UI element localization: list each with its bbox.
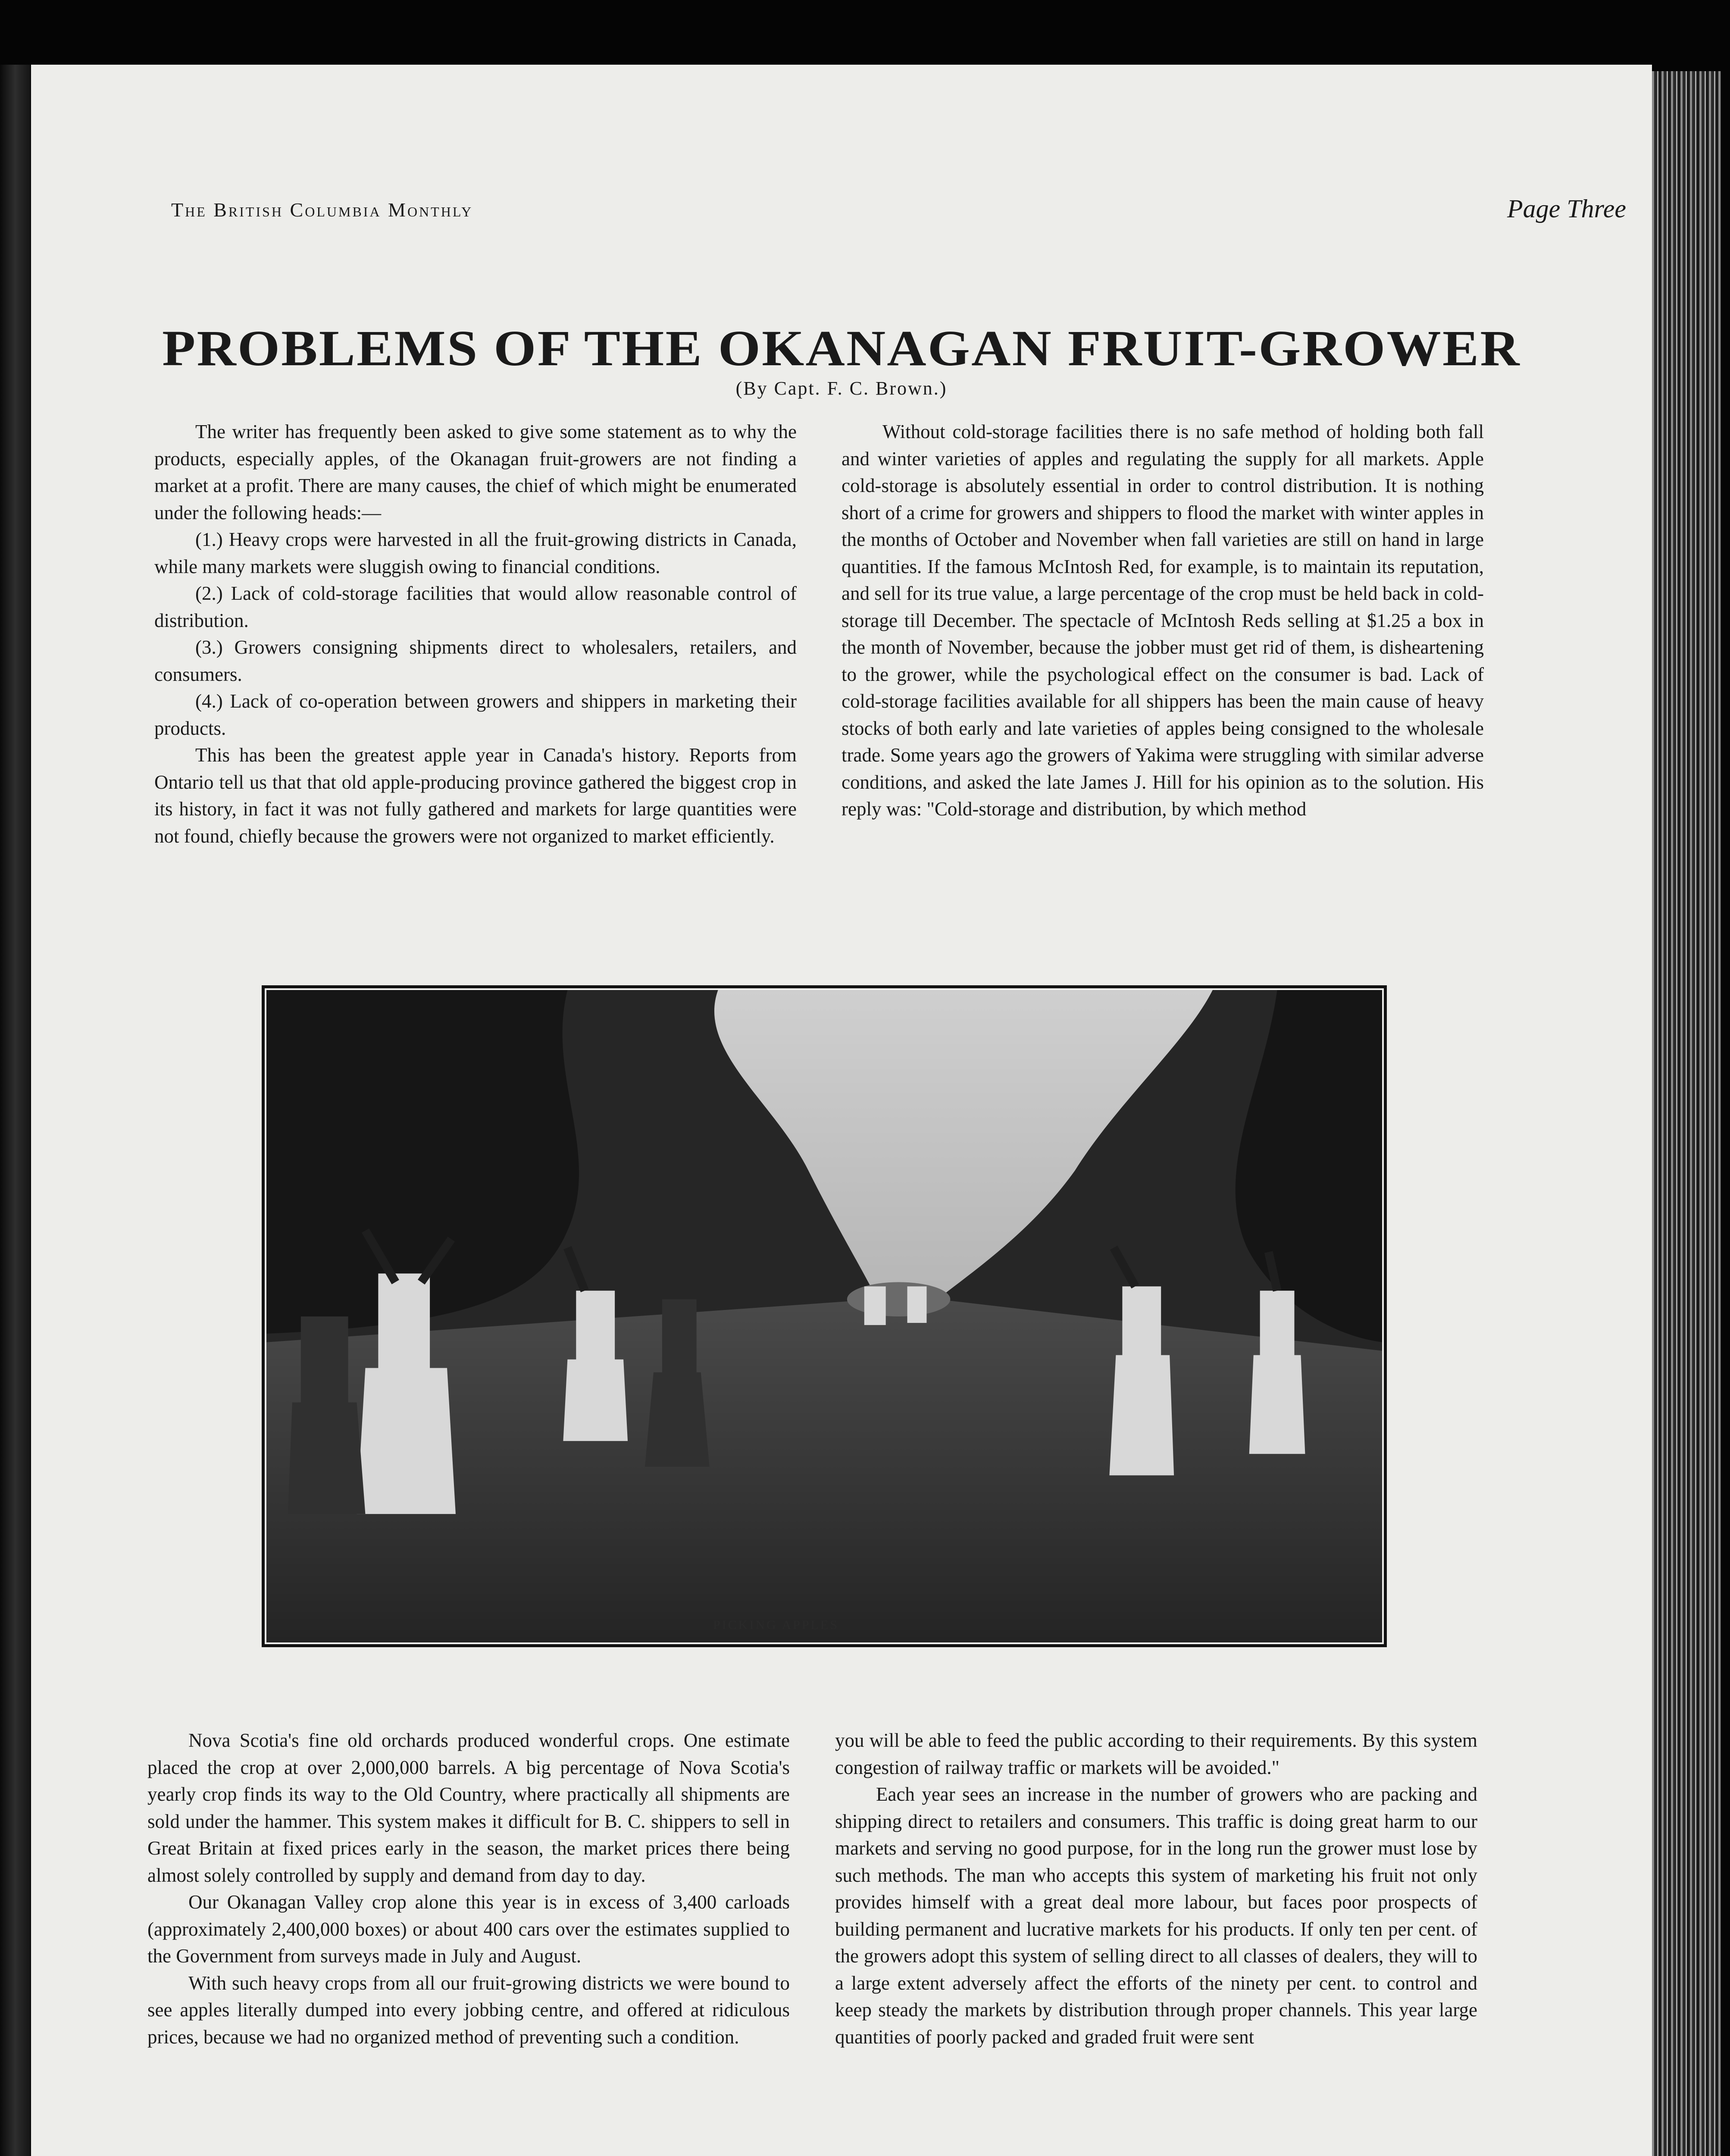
paragraph: Without cold-storage facilities there is no safe method of holding both fall and winter varieties of apples and regulating the supply for all markets. Apple cold-storage is absolutely essential in order to control distribution. It is nothing short of a crime for growers and shippers to flood the market with winter apples in the months of October and November when fall varieties are still on hand in large quantities. If the famous McIntosh Red, for example, is to maintain its reputation, and sell for its true value, a large percentage of the crop must be held back in cold-storage till December. The spectacle of McIntosh Reds selling at $1.25 a box in the month of November, because the jobber must get rid of them, is disheartening to the grower, while the psychological effect on the consumer is bad. Lack of cold-storage facilities available for all shippers has been the main cause of heavy stocks of both early and late varieties of apples being consigned to the wholesale trade. Some years ago the growers of Yakima were struggling with similar adverse conditions, and asked the late James J. Hill for his opinion as to the solution. His reply was: "Cold-storage and distribution, by which method [842,421,1484,820]
article-title: PROBLEMS OF THE OKANAGAN FRUIT-GROWER [162,320,1521,376]
paragraph: Our Okanagan Valley crop alone this year is in excess of 3,400 carloads (approximately 2,400,000 boxes) or about 400 cars over the estimates supplied to the Government from surveys made in July and August. [147,1891,790,1967]
paragraph: (1.) Heavy crops were harvested in all the fruit-growing districts in Canada, while many markets were sluggish owing to financial conditions. [154,529,797,577]
paragraph: (2.) Lack of cold-storage facilities that would allow reasonable control of distribution. [154,583,797,631]
paragraph: With such heavy crops from all our fruit-growing districts we were bound to see apples literally dumped into every jobbing centre, and offered at ridiculous prices, because we had no organized method of preventing such a condition. [147,1972,790,2048]
magazine-page [31,65,1652,2156]
paragraph: The writer has frequently been asked to give some statement as to why the products, especially apples, of the Okanagan fruit-growers are not finding a market at a profit. There are many causes, the chief of which might be enumerated under the following heads:— [154,421,797,523]
paragraph: (3.) Growers consigning shipments direct to wholesalers, retailers, and consumers. [154,636,797,685]
bottom-left-column [147,1727,790,2050]
top-left-column [154,418,797,849]
page-number: Page Three [1507,194,1626,223]
paragraph: Each year sees an increase in the number of growers who are packing and shipping direct to retailers and consumers. This traffic is doing great harm to our markets and serving no good purpose, for in the long run the grower must lose by such methods. The man who accepts this system of marketing his fruit not only provides himself with a great deal more labour, but faces poor prospects of building permanent and lucrative markets for his products. If only ten per cent. of the growers adopt this system of selling direct to all classes of dealers, they will to a large extent adversely affect the efforts of the ninety per cent. to control and keep steady the markets by distribution through proper channels. This year large quantities of poorly packed and graded fruit were sent [835,1783,1477,2048]
article-byline: (By Capt. F. C. Brown.) [735,378,948,399]
page-stack-edge-right [1652,71,1721,2156]
orchard-photograph [262,985,1387,1647]
running-title: The British Columbia Monthly [171,199,473,221]
top-right-column [842,418,1484,823]
photo-caption: PICKING APPLES [713,1618,839,1632]
paragraph: This has been the greatest apple year in Canada's history. Reports from Ontario tell us that that old apple-producing province gathered the biggest crop in its history, in fact it was not fully gathered and markets for large quantities were not found, chiefly because the growers were not organized to market efficiently. [154,744,797,847]
paragraph: (4.) Lack of co-operation between growers and shippers in marketing their products. [154,690,797,739]
bottom-right-column [835,1727,1477,2050]
binding-edge-left [0,65,30,2156]
paragraph: Nova Scotia's fine old orchards produced wonderful crops. One estimate placed the crop at over 2,000,000 barrels. A big percentage of Nova Scotia's yearly crop finds its way to the Old Country, where practically all shipments are sold under the hammer. This system makes it difficult for B. C. shippers to sell in Great Britain at fixed prices early in the season, the market prices there being almost solely controlled by supply and demand from day to day. [147,1730,790,1886]
paragraph: you will be able to feed the public according to their requirements. By this system congestion of railway traffic or markets will be avoided." [835,1730,1477,1778]
apple-picking-image [266,990,1382,1642]
